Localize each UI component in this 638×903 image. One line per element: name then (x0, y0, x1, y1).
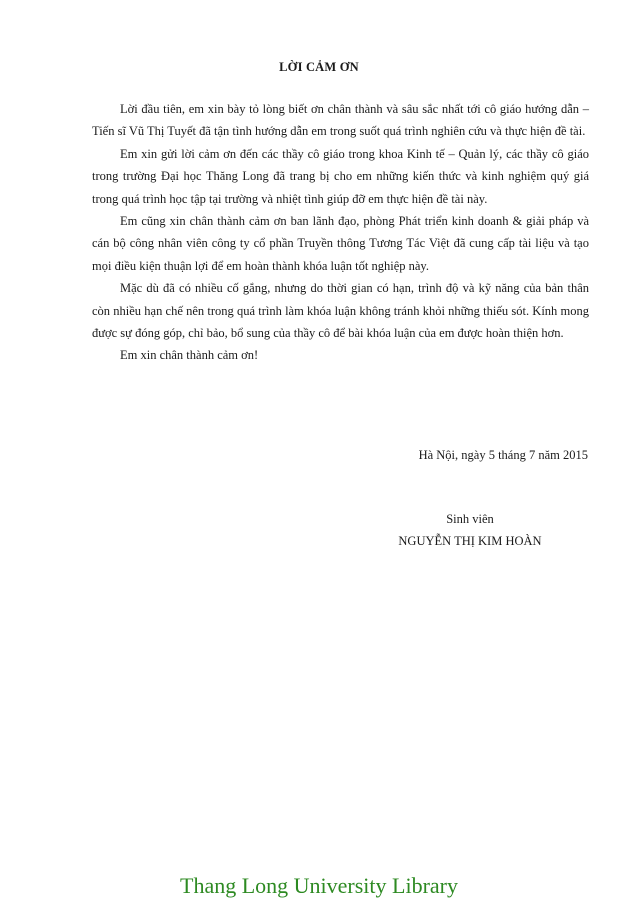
place-date: Hà Nội, ngày 5 tháng 7 năm 2015 (418, 448, 588, 462)
paragraph: Mặc dù đã có nhiều cố gắng, nhưng do thời gian có hạn, trình độ và kỹ năng của bản thân còn nhiều hạn chế nên trong quá trình làm khóa luận không tránh khỏi những thiếu sót. Kính mong được sự đóng góp, chỉ bảo, bổ sung của thầy cô để bài khóa luận của em được hoàn thiện hơn. (92, 281, 589, 341)
paragraph: Em cũng xin chân thành cảm ơn ban lãnh đạo, phòng Phát triển kinh doanh & giải pháp và cán bộ công nhân viên công ty cổ phần Truyền thông Tương Tác Việt đã cung cấp tài liệu và tạo mọi điều kiện thuận lợi để em hoàn thành khóa luận tốt nghiệp này. (92, 214, 589, 273)
paragraph: Em xin chân thành cảm ơn! (120, 348, 259, 363)
paragraph: Em xin gửi lời cảm ơn đến các thầy cô giáo trong khoa Kinh tế – Quản lý, các thầy cô giáo trong trường Đại học Thăng Long đã trang bị cho em những kiến thức và kinh nghiệm quý giá trong quá trình học tập tại trường và nhiệt tình giúp đỡ em thực hiện đề tài này. (92, 146, 589, 206)
footer-library-name: Thang Long University Library (180, 873, 458, 898)
signature-block (360, 508, 580, 552)
acknowledgement-body (92, 98, 589, 367)
page-title: LỜI CẢM ƠN (279, 60, 359, 74)
signature-name: NGUYỄN THỊ KIM HOÀN (398, 534, 542, 548)
signature-role: Sinh viên (446, 512, 494, 526)
paragraph: Lời đầu tiên, em xin bày tỏ lòng biết ơn chân thành và sâu sắc nhất tới cô giáo hướng dẫn – Tiến sĩ Vũ Thị Tuyết đã tận tình hướng dẫn em trong suốt quá trình nghiên cứu và thực hiện đề tài. (92, 102, 589, 139)
